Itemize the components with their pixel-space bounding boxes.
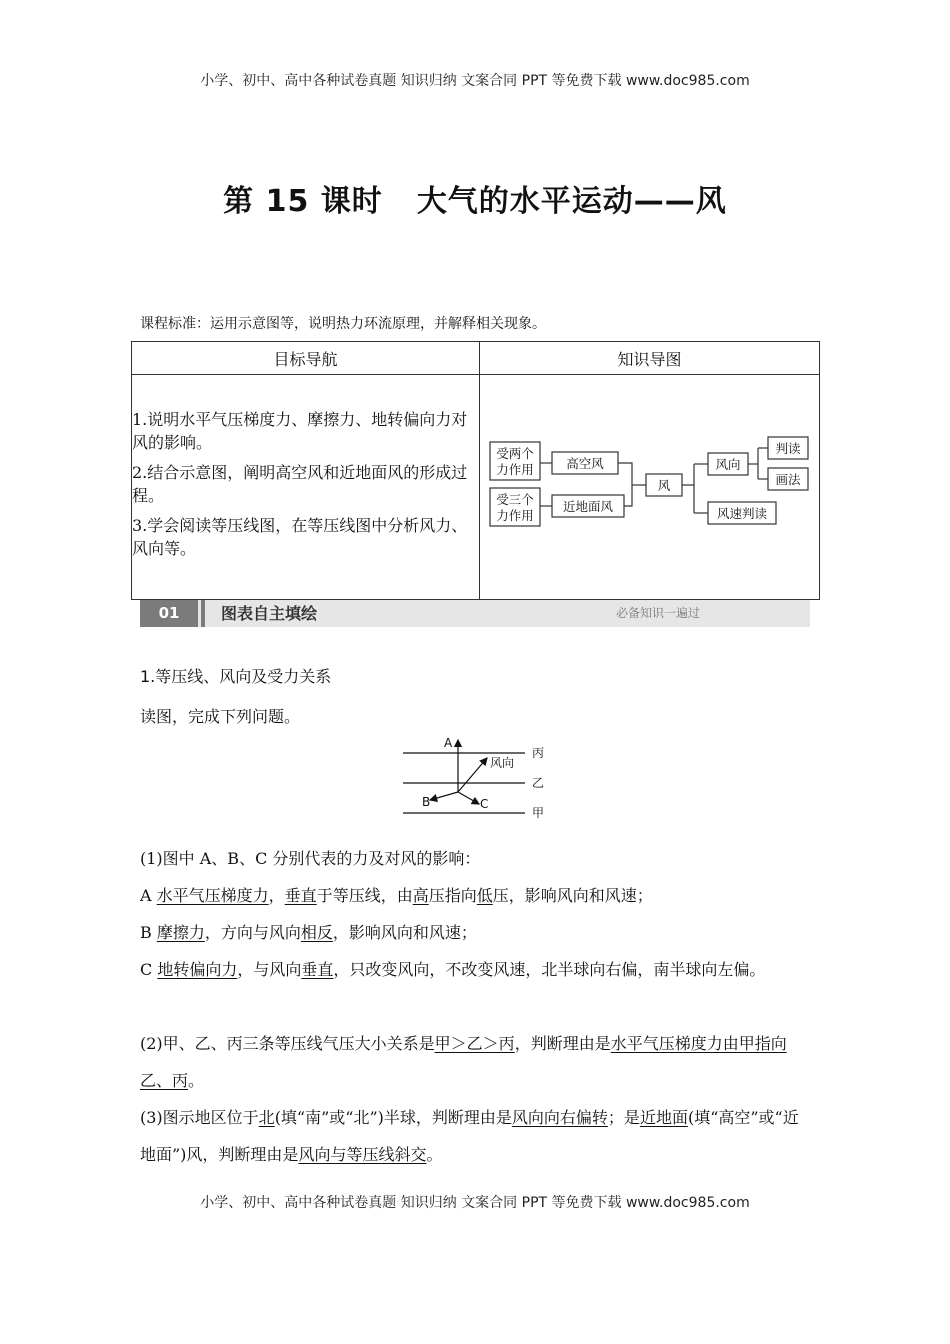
section1-title: 1.等压线、风向及受力关系 (140, 667, 332, 686)
section-divider (201, 600, 205, 627)
answer: 北 (258, 1108, 275, 1127)
q1-lead: (1)图中 A、B、C 分别代表的力及对风的影响： (140, 849, 481, 868)
header-goals: 目标导航 (132, 342, 480, 375)
arrow-c (458, 792, 479, 804)
course-standard: 课程标准：运用示意图等，说明热力环流原理，并解释相关现象。 (140, 316, 546, 332)
q1-a: A 水平气压梯度力，垂直于等压线，由高压指向低压，影响风向和风速； (140, 886, 653, 905)
goal-table (131, 341, 820, 600)
answer: 摩擦力 (156, 923, 205, 942)
answer: 相反 (300, 923, 333, 942)
map-label: 风 (657, 478, 671, 493)
label-b: B (422, 795, 431, 809)
label-jia: 甲 (532, 806, 545, 820)
arrow-b (430, 792, 458, 800)
answer: 水平气压梯度力 (156, 886, 269, 905)
answer: 水平气压梯度力由甲指向乙、丙 (140, 1034, 787, 1090)
section-tagline: 必备知识一遍过 (616, 606, 701, 620)
label-c: C (480, 797, 489, 811)
title-lesson: 第 15 课时 (223, 184, 383, 219)
label-wind: 风向 (490, 756, 515, 770)
goal-item: 3.学会阅读等压线图，在等压线图中分析风力、风向等。 (132, 515, 468, 558)
map-label: 力作用 (496, 462, 534, 477)
answer: 垂直 (301, 960, 334, 979)
q1-c: C 地转偏向力，与风向垂直，只改变风向，不改变风速，北半球向右偏，南半球向左偏。 (140, 960, 766, 979)
label-a: A (444, 736, 453, 750)
header-map: 知识导图 (480, 342, 820, 375)
intro-text: 读图，完成下列问题。 (140, 707, 301, 726)
label-bing: 丙 (532, 746, 545, 760)
answer: 高 (412, 886, 429, 905)
answer: 低 (476, 886, 493, 905)
map-label: 风速判读 (716, 506, 768, 521)
page-title (0, 176, 950, 220)
q2: (2)甲、乙、丙三条等压线气压大小关系是甲＞乙＞丙，判断理由是水平气压梯度力由甲指向乙、丙。 (140, 1034, 787, 1090)
answer: 风向向右偏转 (511, 1108, 608, 1127)
map-label: 近地面风 (562, 499, 614, 514)
isobar-figure (400, 736, 600, 826)
label-yi: 乙 (532, 776, 545, 790)
goals-cell (132, 375, 480, 600)
map-label: 风向 (715, 457, 741, 472)
q1-b: B 摩擦力，方向与风向相反，影响风向和风速； (140, 923, 477, 942)
map-label: 力作用 (496, 508, 534, 523)
knowledge-map-cell (480, 375, 820, 600)
map-label: 画法 (775, 472, 801, 487)
section-number: 01 (140, 600, 198, 627)
title-topic: 大气的水平运动——风 (416, 184, 727, 219)
map-label: 高空风 (566, 456, 604, 471)
section-label: 图表自主填绘 (221, 604, 318, 623)
arrow-wind (458, 758, 487, 792)
answer: 风向与等压线斜交 (298, 1145, 427, 1164)
answer: 地转偏向力 (157, 960, 238, 979)
knowledge-map (480, 375, 818, 599)
goal-item: 2.结合示意图，阐明高空风和近地面风的形成过程。 (132, 462, 468, 505)
map-label: 受三个 (496, 492, 534, 507)
page-header: 小学、初中、高中各种试卷真题 知识归纳 文案合同 PPT 等免费下载 www.doc985.com (200, 73, 750, 89)
section-band (140, 600, 810, 627)
map-label: 判读 (775, 441, 801, 456)
goal-item: 1.说明水平气压梯度力、摩擦力、地转偏向力对风的影响。 (132, 409, 468, 452)
q3: (3)图示地区位于北(填“南”或“北”)半球，判断理由是风向向右偏转；是近地面(填“高空”或“近地面”)风，判断理由是风向与等压线斜交。 (140, 1108, 799, 1164)
page-footer: 小学、初中、高中各种试卷真题 知识归纳 文案合同 PPT 等免费下载 www.doc985.com (200, 1195, 750, 1211)
map-label: 受两个 (496, 446, 534, 461)
answer: 近地面 (639, 1108, 688, 1127)
answer: 垂直 (284, 886, 317, 905)
answer: 甲＞乙＞丙 (434, 1034, 515, 1053)
